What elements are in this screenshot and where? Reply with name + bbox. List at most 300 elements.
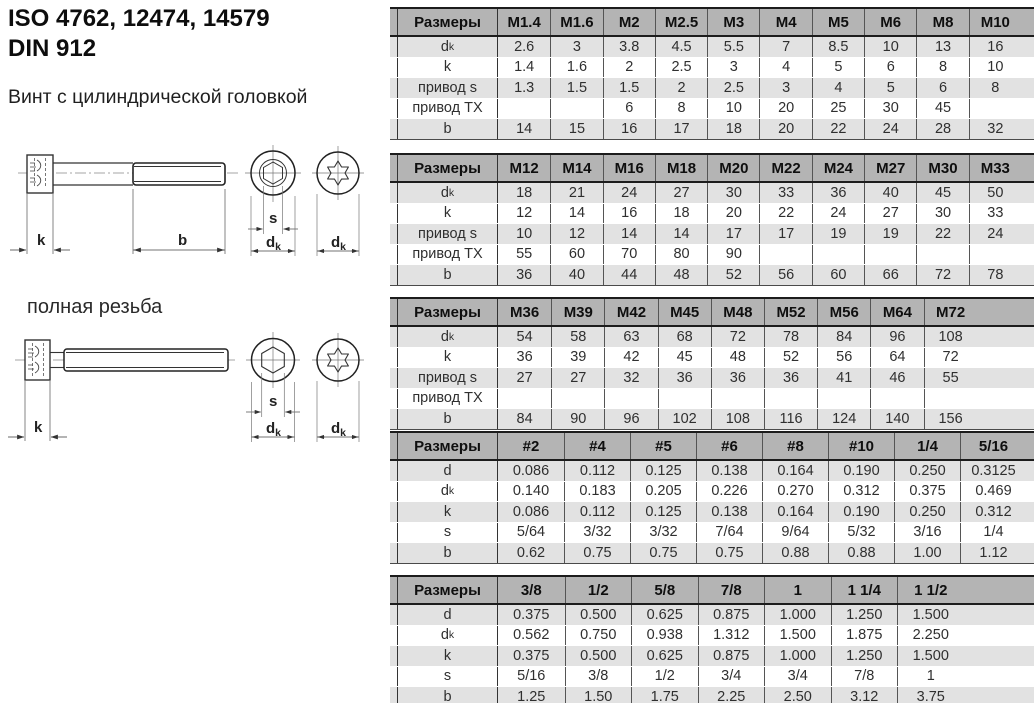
value-cell: 56 — [817, 348, 870, 368]
row-right-bleed — [964, 687, 1034, 703]
value-cell: 84 — [817, 327, 870, 347]
value-cell: 0.500 — [565, 605, 632, 625]
column-header: #4 — [564, 433, 630, 459]
value-cell: 52 — [707, 265, 759, 285]
value-cell: 90 — [551, 409, 604, 429]
value-cell: 22 — [812, 119, 864, 139]
value-cell — [924, 389, 977, 409]
value-cell: 14 — [550, 204, 602, 224]
row-right-bleed — [1026, 482, 1034, 502]
row-right-bleed — [964, 626, 1034, 646]
value-cell: 0.938 — [631, 626, 698, 646]
column-header: M27 — [864, 155, 916, 181]
column-header: M4 — [759, 9, 811, 35]
value-cell: 3/32 — [564, 523, 630, 543]
value-cell: 0.562 — [513, 627, 550, 644]
value-cell: 25 — [812, 99, 864, 119]
value-cell: 55 — [924, 368, 977, 388]
value-cell: 1.6 — [550, 58, 602, 78]
value-cell: 0.086 — [512, 503, 550, 520]
value-cell: 9/64 — [762, 523, 828, 543]
row-left-bleed — [390, 119, 397, 139]
value-cell: 18 — [655, 204, 707, 224]
value-cell — [498, 389, 551, 409]
row-right-bleed — [977, 348, 1034, 368]
value-cell: 10 — [864, 37, 916, 57]
value-cell: 36 — [711, 368, 764, 388]
value-cell: 15 — [550, 119, 602, 139]
column-header: M72 — [924, 299, 977, 325]
value-cell: 80 — [655, 245, 707, 265]
value-cell: 6 — [603, 99, 655, 119]
value-cell: 1.00 — [894, 543, 960, 563]
row-right-bleed — [1026, 433, 1034, 459]
row-label: k — [397, 58, 498, 78]
value-cell: 52 — [764, 348, 817, 368]
value-cell: 3/4 — [764, 667, 831, 687]
value-cell: 0.190 — [828, 461, 894, 481]
value-cell — [870, 389, 923, 409]
column-header: 1/4 — [894, 433, 960, 459]
standard-din-line: DIN 912 — [8, 35, 97, 62]
row-right-bleed — [977, 368, 1034, 388]
value-cell: 27 — [551, 368, 604, 388]
value-cell — [916, 245, 968, 265]
table-header-row — [390, 297, 1034, 327]
table-row — [390, 223, 1034, 244]
row-right-bleed — [1021, 155, 1034, 181]
row-label: k — [397, 204, 498, 224]
row-label: привод s — [397, 368, 498, 388]
column-header: M5 — [812, 9, 864, 35]
row-right-bleed — [1026, 502, 1034, 522]
value-cell: 16 — [603, 204, 655, 224]
table-row — [390, 37, 1034, 57]
value-cell: 10 — [707, 99, 759, 119]
table-row — [390, 77, 1034, 98]
column-header: M8 — [916, 9, 968, 35]
row-left-bleed — [390, 502, 397, 522]
column-header: M42 — [604, 299, 657, 325]
hex-socket-end-view — [246, 332, 300, 388]
column-header: Размеры — [397, 9, 498, 35]
column-header: 3/8 — [520, 581, 542, 599]
row-left-bleed — [390, 543, 397, 563]
value-cell: 8 — [969, 78, 1021, 98]
dimension-dk-label: $d_k$ — [266, 234, 282, 253]
value-cell: 0.375 — [513, 647, 550, 664]
row-left-bleed — [390, 626, 397, 646]
row-label: s — [397, 667, 498, 687]
row-left-bleed — [390, 99, 397, 119]
column-header: M1.6 — [550, 9, 602, 35]
value-cell: 36 — [516, 349, 533, 366]
value-cell: 30 — [707, 183, 759, 203]
row-left-bleed — [390, 348, 397, 368]
value-cell: 5/64 — [516, 524, 546, 541]
screw-drawing-full-thread — [0, 326, 390, 448]
table-row — [390, 388, 1034, 409]
value-cell: 0.469 — [960, 482, 1026, 502]
row-right-bleed — [964, 646, 1034, 666]
value-cell: 20 — [759, 99, 811, 119]
row-left-bleed — [390, 245, 397, 265]
value-cell: 24 — [603, 183, 655, 203]
column-header: 1 — [764, 577, 831, 603]
row-left-bleed — [390, 577, 397, 603]
row-left-bleed — [390, 224, 397, 244]
value-cell: 2.50 — [764, 687, 831, 703]
column-header: M56 — [817, 299, 870, 325]
value-cell: 1.312 — [698, 626, 765, 646]
dimension-s-label: s — [269, 393, 278, 410]
value-cell: 0.164 — [762, 461, 828, 481]
row-right-bleed — [1026, 523, 1034, 543]
value-cell: 0.112 — [564, 502, 630, 522]
value-cell: 54 — [516, 328, 533, 345]
value-cell: 0.086 — [512, 462, 550, 479]
value-cell: 5.5 — [707, 37, 759, 57]
value-cell: 0.88 — [762, 543, 828, 563]
row-left-bleed — [390, 389, 397, 409]
value-cell: 3 — [759, 78, 811, 98]
value-cell: 60 — [550, 245, 602, 265]
value-cell: 30 — [916, 204, 968, 224]
column-header: M33 — [969, 155, 1021, 181]
value-cell: 3.8 — [603, 37, 655, 57]
value-cell: 3 — [550, 37, 602, 57]
value-cell: 33 — [759, 183, 811, 203]
value-cell: 0.250 — [894, 461, 960, 481]
row-label: s — [397, 523, 498, 543]
value-cell: 39 — [551, 348, 604, 368]
row-left-bleed — [390, 433, 397, 459]
value-cell: 68 — [658, 327, 711, 347]
column-header: #5 — [630, 433, 696, 459]
row-right-bleed — [1021, 224, 1034, 244]
value-cell: 45 — [658, 348, 711, 368]
table-row — [390, 118, 1034, 139]
value-cell — [658, 389, 711, 409]
value-cell: 124 — [817, 409, 870, 429]
value-cell: 5 — [812, 58, 864, 78]
row-label: k — [397, 646, 498, 666]
column-header: M36 — [510, 303, 540, 321]
row-right-bleed — [977, 389, 1034, 409]
value-cell: 16 — [603, 119, 655, 139]
value-cell — [969, 99, 1021, 119]
column-header: Размеры — [397, 299, 498, 325]
value-cell: 72 — [916, 265, 968, 285]
value-cell: 7/64 — [696, 523, 762, 543]
row-right-bleed — [1021, 265, 1034, 285]
value-cell: 2 — [655, 78, 707, 98]
table-row — [390, 501, 1034, 522]
value-cell: 30 — [864, 99, 916, 119]
value-cell: 24 — [969, 224, 1021, 244]
value-cell: 0.875 — [698, 646, 765, 666]
value-cell: 18 — [516, 184, 533, 201]
column-header: #8 — [762, 433, 828, 459]
value-cell: 4 — [812, 78, 864, 98]
row-right-bleed — [977, 327, 1034, 347]
value-cell: 1.250 — [831, 646, 898, 666]
value-cell: 0.75 — [696, 543, 762, 563]
row-left-bleed — [390, 183, 397, 203]
torx-socket-end-view — [312, 333, 364, 387]
value-cell: 1.500 — [897, 605, 964, 625]
row-right-bleed — [964, 605, 1034, 625]
dimension-s-label: s — [269, 210, 278, 227]
value-cell: 1.500 — [897, 646, 964, 666]
screw-drawing-partial-thread — [0, 142, 390, 267]
row-label: d k — [397, 37, 498, 57]
row-label: d — [397, 461, 498, 481]
value-cell: 22 — [916, 224, 968, 244]
value-cell: 0.88 — [828, 543, 894, 563]
row-right-bleed — [1021, 9, 1034, 35]
value-cell: 14 — [603, 224, 655, 244]
table-header-row — [390, 7, 1034, 37]
row-label: b — [397, 409, 498, 429]
value-cell: 102 — [658, 409, 711, 429]
row-label: привод s — [397, 224, 498, 244]
value-cell: 36 — [658, 368, 711, 388]
value-cell: 0.75 — [630, 543, 696, 563]
row-label: k — [397, 348, 498, 368]
column-header: M18 — [655, 155, 707, 181]
value-cell: 96 — [604, 409, 657, 429]
value-cell: 1.25 — [517, 688, 546, 703]
value-cell: 1.000 — [764, 646, 831, 666]
table-row — [390, 98, 1034, 119]
value-cell: 78 — [764, 327, 817, 347]
value-cell: 2 — [603, 58, 655, 78]
table-inch-3-8-to-1-1-2 — [390, 575, 1034, 703]
row-label: привод TX — [397, 245, 498, 265]
value-cell: 20 — [759, 119, 811, 139]
value-cell: 0.875 — [698, 605, 765, 625]
column-header: M24 — [812, 155, 864, 181]
value-cell: 156 — [924, 409, 977, 429]
dimension-dk-label: $d_k$ — [331, 420, 347, 439]
value-cell: 0.138 — [696, 502, 762, 522]
value-cell: 3.75 — [897, 687, 964, 703]
value-cell: 0.3125 — [960, 461, 1026, 481]
table-row — [390, 625, 1034, 646]
value-cell: 20 — [707, 204, 759, 224]
dimension-b-label: b — [178, 232, 188, 249]
value-cell: 1.4 — [514, 59, 535, 76]
value-cell: 0.226 — [696, 482, 762, 502]
value-cell: 1/4 — [960, 523, 1026, 543]
row-label: b — [397, 687, 498, 703]
row-label: d k — [397, 183, 498, 203]
value-cell: 40 — [550, 265, 602, 285]
value-cell: 36 — [516, 266, 533, 283]
row-label: b — [397, 265, 498, 285]
value-cell: 10 — [516, 225, 533, 242]
value-cell: 55 — [516, 246, 533, 263]
value-cell — [551, 389, 604, 409]
value-cell: 0.138 — [696, 461, 762, 481]
column-header: 1 1/2 — [897, 577, 964, 603]
value-cell — [759, 245, 811, 265]
column-header: #2 — [522, 437, 540, 455]
page-subtitle: Винт с цилиндрической головкой — [8, 86, 308, 108]
column-header: Размеры — [397, 577, 498, 603]
value-cell — [812, 245, 864, 265]
value-cell: 5 — [864, 78, 916, 98]
column-header: M12 — [509, 159, 539, 177]
table-row — [390, 481, 1034, 502]
table-row — [390, 57, 1034, 78]
value-cell: 1.5 — [603, 78, 655, 98]
column-header: #10 — [828, 433, 894, 459]
row-right-bleed — [977, 299, 1034, 325]
column-header: 7/8 — [698, 577, 765, 603]
column-header: M2 — [603, 9, 655, 35]
value-cell: 1.3 — [514, 79, 535, 96]
screw-side-view — [18, 155, 238, 193]
row-left-bleed — [390, 687, 397, 703]
row-right-bleed — [1026, 543, 1034, 563]
value-cell: 1.250 — [831, 605, 898, 625]
column-header: M2.5 — [655, 9, 707, 35]
value-cell: 27 — [864, 204, 916, 224]
column-header: M48 — [711, 299, 764, 325]
value-cell: 63 — [604, 327, 657, 347]
row-left-bleed — [390, 58, 397, 78]
column-header: M52 — [764, 299, 817, 325]
table-row — [390, 367, 1034, 388]
dimension-dk-label: $d_k$ — [266, 420, 282, 439]
row-left-bleed — [390, 265, 397, 285]
value-cell — [969, 245, 1021, 265]
value-cell: 0.375 — [894, 482, 960, 502]
value-cell: 0.625 — [631, 605, 698, 625]
table-header-row — [390, 153, 1034, 183]
value-cell: 0.112 — [564, 461, 630, 481]
row-left-bleed — [390, 605, 397, 625]
value-cell: 108 — [924, 327, 977, 347]
value-cell: 0.750 — [565, 626, 632, 646]
row-label: привод TX — [397, 389, 498, 409]
value-cell: 96 — [870, 327, 923, 347]
standard-iso-line: ISO 4762, 12474, 14579 — [8, 5, 270, 32]
row-left-bleed — [390, 482, 397, 502]
table-metric-m36-to-m72 — [390, 297, 1034, 430]
row-left-bleed — [390, 667, 397, 687]
value-cell: 3/32 — [630, 523, 696, 543]
value-cell: 64 — [870, 348, 923, 368]
value-cell: 1.500 — [764, 626, 831, 646]
value-cell: 8.5 — [812, 37, 864, 57]
value-cell: 84 — [516, 410, 533, 427]
column-header: M10 — [969, 9, 1021, 35]
row-label: b — [397, 543, 498, 563]
value-cell: 78 — [969, 265, 1021, 285]
value-cell: 3/16 — [894, 523, 960, 543]
value-cell: 44 — [603, 265, 655, 285]
value-cell: 8 — [655, 99, 707, 119]
table-row — [390, 203, 1034, 224]
value-cell: 27 — [655, 183, 707, 203]
value-cell: 36 — [764, 368, 817, 388]
value-cell: 2.6 — [514, 38, 535, 55]
value-cell: 108 — [711, 409, 764, 429]
value-cell: 5/32 — [828, 523, 894, 543]
value-cell: 17 — [759, 224, 811, 244]
value-cell: 12 — [516, 205, 533, 222]
column-header: M20 — [707, 155, 759, 181]
value-cell: 36 — [812, 183, 864, 203]
column-header: M45 — [658, 299, 711, 325]
value-cell: 45 — [916, 183, 968, 203]
row-left-bleed — [390, 461, 397, 481]
table-row — [390, 327, 1034, 347]
value-cell: 0.183 — [564, 482, 630, 502]
column-header: 5/16 — [960, 433, 1026, 459]
value-cell: 46 — [870, 368, 923, 388]
value-cell: 90 — [707, 245, 759, 265]
row-label: привод s — [397, 78, 498, 98]
value-cell: 48 — [655, 265, 707, 285]
value-cell: 0.125 — [630, 502, 696, 522]
value-cell: 0.312 — [828, 482, 894, 502]
value-cell: 2.5 — [707, 78, 759, 98]
value-cell: 1/2 — [631, 667, 698, 687]
value-cell: 21 — [550, 183, 602, 203]
value-cell: 3.12 — [831, 687, 898, 703]
row-right-bleed — [964, 577, 1034, 603]
value-cell: 3 — [707, 58, 759, 78]
value-cell — [764, 389, 817, 409]
screw-side-view — [15, 340, 238, 380]
table-row — [390, 542, 1034, 563]
row-label: d k — [397, 482, 498, 502]
row-left-bleed — [390, 78, 397, 98]
row-right-bleed — [1021, 204, 1034, 224]
column-header: M64 — [870, 299, 923, 325]
value-cell: 4 — [759, 58, 811, 78]
row-label: d k — [397, 626, 498, 646]
value-cell: 33 — [969, 204, 1021, 224]
table-row — [390, 347, 1034, 368]
table-header-row — [390, 431, 1034, 461]
table-inch-no2-to-5-16 — [390, 431, 1034, 564]
dimension-dk-label: $d_k$ — [331, 234, 347, 253]
hex-socket-end-view — [245, 145, 301, 202]
value-cell: 0.205 — [630, 482, 696, 502]
row-left-bleed — [390, 327, 397, 347]
row-label: k — [397, 502, 498, 522]
row-left-bleed — [390, 204, 397, 224]
value-cell — [711, 389, 764, 409]
value-cell: 70 — [603, 245, 655, 265]
value-cell: 24 — [812, 204, 864, 224]
value-cell: 140 — [870, 409, 923, 429]
value-cell: 1 — [897, 667, 964, 687]
value-cell: 1.5 — [550, 78, 602, 98]
row-right-bleed — [964, 667, 1034, 687]
row-label: привод TX — [397, 99, 498, 119]
value-cell: 58 — [551, 327, 604, 347]
value-cell: 41 — [817, 368, 870, 388]
column-header: M14 — [550, 155, 602, 181]
column-header: M16 — [603, 155, 655, 181]
torx-socket-end-view — [312, 146, 364, 200]
